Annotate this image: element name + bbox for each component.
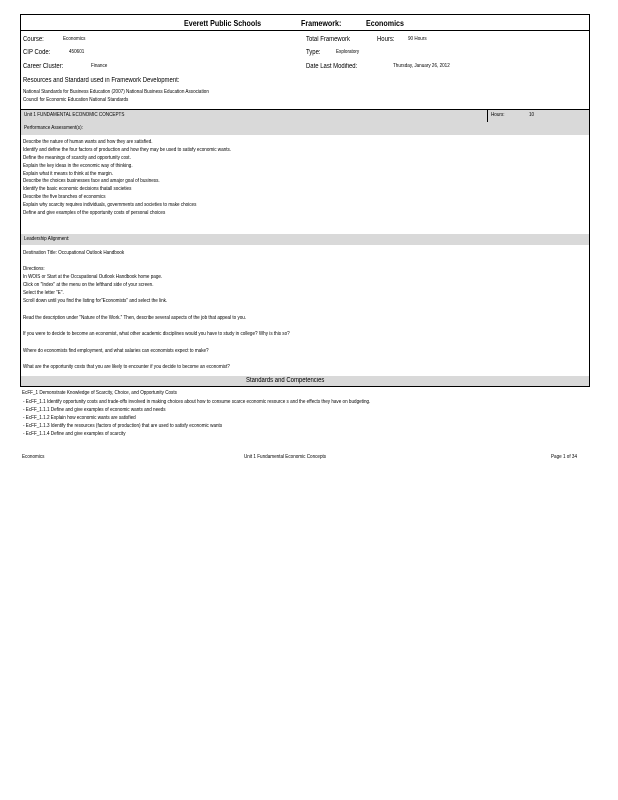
directions-line: Scroll down until you find the listing for"Economists" and select the link.	[23, 297, 168, 304]
assessment-item: Define the meanings of scarcity and opportunity cost.	[23, 154, 131, 161]
framework-label: Framework:	[301, 18, 342, 28]
hours-label: Hours:	[377, 36, 395, 43]
directions-line: Directions:	[23, 266, 45, 272]
resources-label: Resources and Standard used in Framework Development:	[23, 77, 180, 84]
standard-main: EcFF_1 Demonstrate Knowledge of Scarcity, Choice, and Opportunity Costs	[22, 390, 177, 396]
assessment-item: Identify and define the four factors of production and how they may be used to satisfy economic wants.	[23, 146, 232, 153]
resources-line-1: National Standards for Business Education (2007) National Business Education Association	[23, 89, 209, 95]
footer-page-number: Page 1 of 34	[551, 454, 578, 460]
total-framework-label: Total Framework	[306, 36, 350, 43]
destination-text: Destination Title: Occupational Outlook Handbook	[23, 250, 125, 256]
assessment-list	[23, 139, 231, 218]
assessment-item: Explain what it means to think at the margin.	[23, 170, 114, 177]
competency-item: - EcFF_1.1.1 Define and give examples of economic wants and needs	[23, 406, 166, 413]
cip-label: CIP Code:	[23, 49, 51, 56]
type-value: Exploratory	[336, 49, 360, 55]
directions-line: Select the letter "E".	[23, 289, 64, 296]
modified-label: Date Last Modified:	[306, 63, 358, 70]
directions-block	[23, 266, 167, 305]
assessment-label: Performance Assessment(s):	[24, 125, 83, 131]
hours-value: 90 Hours	[408, 36, 427, 42]
directions-line: In WOIS or Start at the Occupational Outlook Handbook home page.	[23, 273, 163, 280]
course-label: Course:	[23, 36, 44, 43]
competency-item: - EcFF_1.1 Identify opportunity costs and trade-offs involved in making choices about how to consume scarce economic resource s and the effects they have on budgeting.	[23, 399, 371, 405]
framework-page	[20, 14, 590, 387]
question-2: If you were to decide to become an economist, what other academic disciplines would you have to study in college? Why is this so?	[23, 331, 290, 337]
unit-title: Unit 1 FUNDAMENTAL ECONOMIC CONCEPTS	[24, 112, 125, 118]
cluster-value: Finance	[91, 63, 108, 69]
competency-item: - EcFF_1.1.3 Identify the resources (factors of production) that are used to satisfy economic wants	[23, 422, 223, 429]
competency-item: - EcFF_1.1.4 Define and give examples of scarcity	[23, 430, 126, 437]
unit-hours-label: Hours:	[491, 112, 505, 118]
question-4: What are the opportunity costs that you are likely to encounter if you decide to become an economist?	[23, 364, 230, 370]
type-label: Type:	[306, 49, 321, 56]
footer-course: Economics	[22, 454, 45, 460]
leadership-band	[21, 234, 589, 245]
unit-hours-value: 10	[529, 112, 535, 118]
title-divider	[21, 30, 589, 31]
footer-unit: Unit 1 Fundamental Economic Concepts	[244, 454, 327, 460]
framework-value: Economics	[366, 18, 404, 28]
leadership-label: Leadership Alignment:	[24, 236, 70, 242]
question-1: Read the description under "Nature of the Work." Then, describe several aspects of the job that appeal to you.	[23, 315, 247, 321]
standards-list	[23, 399, 370, 438]
question-3: Where do economists find employment, and what salaries can economists expect to make?	[23, 348, 209, 354]
assessment-item: Describe the choices businesses face and amajor goal of business.	[23, 178, 160, 185]
modified-value: Thursday, January 26, 2012	[393, 63, 450, 69]
assessment-item: Describe the five branches of economics	[23, 194, 106, 201]
course-value: Economics	[63, 36, 86, 42]
resources-line-2: Council for Economic Education National Standards	[23, 97, 129, 103]
cluster-label: Career Cluster:	[23, 63, 64, 70]
assessment-item: Define and give examples of the opportunity costs of personal choices	[23, 210, 166, 217]
directions-line: Click on "Index" at the menu on the lefthand side of your screen.	[23, 281, 154, 288]
assessment-item: Identify the basic economic decisions thatall societies	[23, 186, 132, 193]
district-title: Everett Public Schools	[184, 18, 262, 28]
cip-value: 450601	[69, 49, 85, 55]
assessment-item: Explain the key ideas in the economic way of thinking.	[23, 162, 133, 169]
competency-item: - EcFF_1.1.2 Explain how economic wants are satisfied	[23, 414, 136, 421]
standards-label: Standards and Competencies	[246, 377, 325, 384]
assessment-item: Explain why scarcity requires individuals, governments and societies to make choices	[23, 202, 197, 209]
assessment-item: Describe the nature of human wants and how they are satisfied.	[23, 139, 153, 145]
